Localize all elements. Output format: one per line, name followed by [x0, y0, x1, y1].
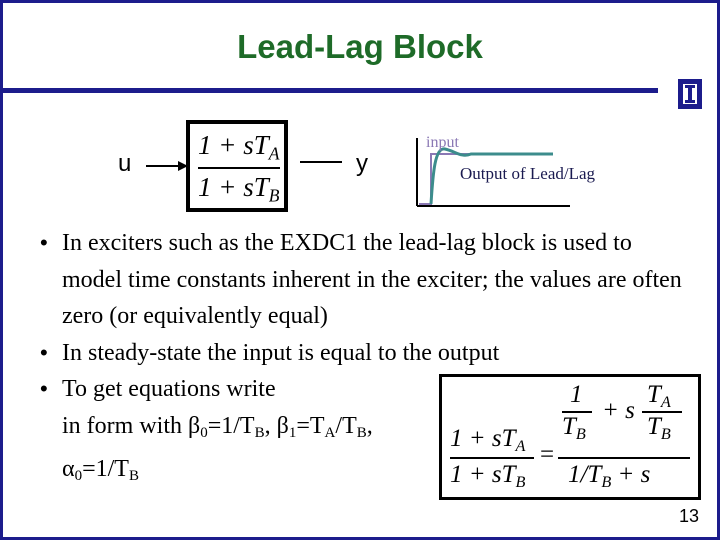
slide-title: Lead-Lag Block: [237, 28, 483, 65]
block-denominator: $1 + sT_B$: [198, 172, 280, 206]
eq-rhs-fraction-line: [558, 457, 690, 459]
title-rule: [3, 88, 658, 93]
equation-box: [439, 374, 701, 500]
eq-rhs-inner-denominator-2: $T_B$: [647, 413, 671, 443]
bullet-item: • In steady-state the input is equal to the output: [40, 335, 690, 372]
eq-lhs-fraction-line: [450, 457, 534, 459]
bullet-alpha-definition: α0=1/TB: [62, 456, 139, 484]
lead-lag-block: [186, 120, 288, 212]
page-number: 13: [679, 506, 700, 526]
eq-rhs-inner-denominator-1: $T_B$: [562, 413, 586, 443]
plot-output-label: Output of Lead/Lag: [460, 164, 596, 183]
bullet-beta-definitions: in form with β0=1/TB, β1=TA/TB,: [62, 412, 373, 441]
input-arrow-line: [146, 165, 180, 167]
block-fraction-line: [198, 167, 280, 169]
eq-equals-sign: =: [540, 441, 555, 468]
plot-input-label: input: [426, 134, 459, 151]
bullet-item: • In exciters such as the EXDC1 the lead-lag block is used to model time constants inherent in the exciter; the values are often zero (or equivalently equal): [40, 225, 690, 335]
input-signal-label: u: [118, 150, 132, 177]
eq-lhs-denominator: $1 + sT_B$: [450, 461, 526, 491]
bullet-dot-icon: •: [40, 339, 48, 365]
bullet-dot-icon: •: [40, 230, 48, 255]
bullet-item: • To get equations write in form with β0=1/TB, β1=TA/TB, α0=1/TB: [40, 371, 690, 495]
output-arrow-line: [300, 161, 342, 163]
output-signal-label: y: [356, 150, 368, 177]
block-numerator: $1 + sT_A$: [198, 130, 280, 164]
eq-rhs-plus-s: + s: [602, 397, 635, 424]
eq-rhs-inner-numerator-2: $T_A$: [647, 381, 671, 411]
bullet-dot-icon: •: [40, 376, 48, 401]
eq-lhs-numerator: $1 + sT_A$: [450, 425, 526, 455]
eq-rhs-inner-numerator-1: 1: [570, 381, 583, 408]
eq-rhs-denominator: $1/T_B + s$: [568, 461, 651, 491]
university-logo-icon: [678, 79, 702, 109]
